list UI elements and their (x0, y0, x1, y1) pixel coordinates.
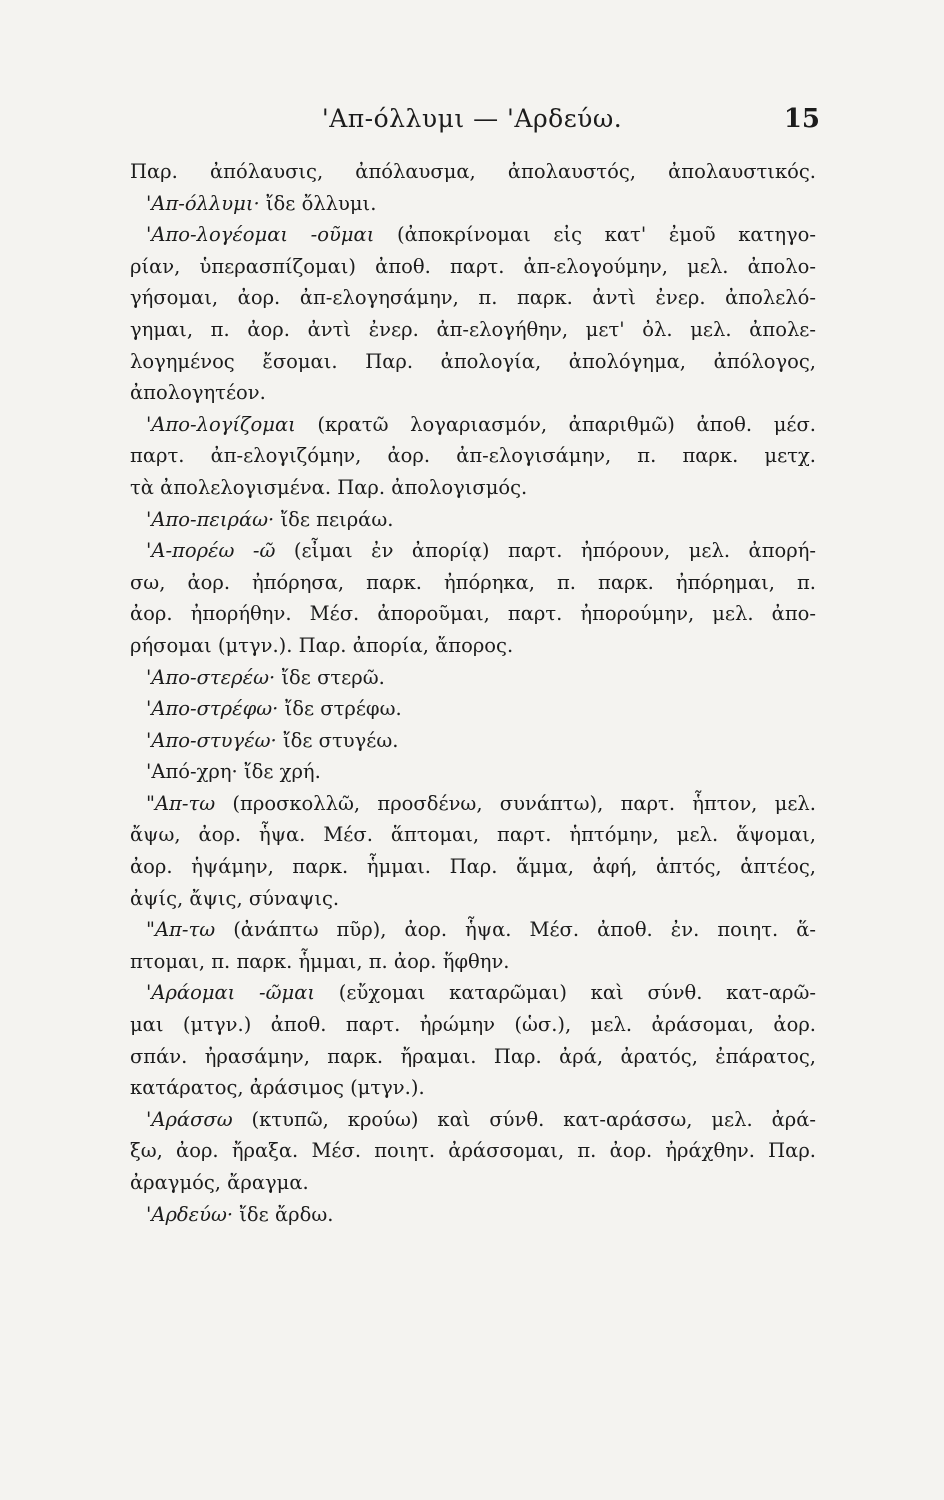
text-line (130, 1072, 816, 1104)
text-line (130, 883, 816, 915)
line-text: σπάν. ἠρασάμην, παρκ. ἤραμαι. Παρ. ἀρά, ἀρατός, ἐπάρατος, (130, 1044, 816, 1068)
text-line (130, 946, 816, 978)
line-text: μαι (μτγν.) ἀποθ. παρτ. ἠρώμην (ὡσ.), μελ. ἀράσομαι, ἀορ. (130, 1013, 816, 1037)
text-line (130, 219, 816, 251)
line-text: γημαι, π. ἀορ. ἀντὶ ἐνερ. ἀπ-ελογήθην, μετ' ὀλ. μελ. ἀπολε- (130, 317, 816, 341)
text-line (130, 346, 816, 378)
line-text: κατάρατος, ἀράσιμος (μτγν.). (130, 1076, 425, 1100)
text-line (130, 1135, 816, 1167)
line-text: (εἶμαι ἐν ἀπορίᾳ) παρτ. ἠπόρουν, μελ. ἀπορή- (275, 539, 816, 563)
line-text: ἀπολογητέον. (130, 381, 266, 405)
line-text: ξω, ἀορ. ἤραξα. Μέσ. ποιητ. ἀράσσομαι, π. ἀορ. ἠράχθην. Παρ. (130, 1139, 816, 1163)
text-line (130, 188, 816, 220)
text-line (130, 725, 816, 757)
line-text: ἴδε στυγέω. (276, 728, 399, 752)
line-text: σω, ἀορ. ἠπόρησα, παρκ. ἠπόρηκα, π. παρκ. ἠπόρημαι, π. (130, 570, 816, 594)
line-text: (εὔχομαι καταρῶμαι) καὶ σύνθ. κατ-αρῶ- (315, 981, 816, 1005)
text-line (130, 504, 816, 536)
line-text: τὰ ἀπολελογισμένα. Παρ. ἀπολογισμός. (130, 475, 528, 499)
entry-headword: "Απ-τω (146, 791, 216, 815)
line-text: ἀορ. ἠπορήθην. Μέσ. ἀποροῦμαι, παρτ. ἠπορούμην, μελ. ἀπο- (130, 602, 816, 626)
line-text: ἄψω, ἀορ. ἧψα. Μέσ. ἅπτομαι, παρτ. ἡπτόμην, μελ. ἅψομαι, (130, 823, 816, 847)
text-line (130, 377, 816, 409)
text-line (130, 251, 816, 283)
line-text: ἀψίς, ἄψις, σύναψις. (130, 886, 340, 910)
text-line (130, 156, 816, 188)
line-text: ρήσομαι (μτγν.). Παρ. ἀπορία, ἄπορος. (130, 633, 514, 657)
text-line (130, 535, 816, 567)
line-text: λογημένος ἔσομαι. Παρ. ἀπολογία, ἀπολόγημα, ἀπόλογος, (130, 349, 816, 373)
text-line (130, 756, 816, 788)
entry-headword: 'Απο-στρέφω· (146, 697, 279, 721)
text-line (130, 1199, 816, 1231)
line-text: (κτυπῶ, κρούω) καὶ σύνθ. κατ-αράσσω, μελ. ἀρά- (232, 1107, 816, 1131)
line-text: (κρατῶ λογαριασμόν, ἀπαριθμῶ) ἀποθ. μέσ. (295, 412, 816, 436)
text-line (130, 977, 816, 1009)
text-line (130, 409, 816, 441)
text-line (130, 567, 816, 599)
text-line (130, 598, 816, 630)
line-text: (προσκολλῶ, προσδένω, συνάπτω), παρτ. ἧπτον, μελ. (215, 791, 816, 815)
entry-headword: 'Απο-λογέομαι -οῦμαι (146, 223, 375, 247)
entry-headword: 'Α-πορέω -ῶ (146, 539, 276, 563)
entry-headword: 'Αράομαι -ῶμαι (146, 981, 316, 1005)
text-line (130, 662, 816, 694)
line-text: ἀορ. ἡψάμην, παρκ. ἧμμαι. Παρ. ἅμμα, ἀφή, ἁπτός, ἁπτέος, (130, 855, 816, 879)
entry-headword: "Απ-τω (146, 918, 216, 942)
entry-headword: 'Απο-στερέω· (146, 665, 276, 689)
text-line (130, 693, 816, 725)
line-text: ἀραγμός, ἄραγμα. (130, 1171, 309, 1194)
line-text: ἴδε ὄλλυμι. (259, 191, 377, 215)
line-text: ἴδε πειράω. (274, 507, 394, 531)
line-text: Παρ. ἀπόλαυσις, ἀπόλαυσμα, ἀπολαυστός, ἀπολαυστικός. (130, 160, 816, 183)
text-line (130, 440, 816, 472)
text-line (130, 472, 816, 504)
page-header (0, 104, 944, 140)
line-text: ρίαν, ὑπερασπίζομαι) ἀποθ. παρτ. ἀπ-ελογούμην, μελ. ἀπολο- (130, 254, 816, 278)
text-line (130, 851, 816, 883)
text-line (130, 819, 816, 851)
entry-headword: 'Απο-πειράω· (146, 507, 275, 531)
entry-headword: 'Αράσσω (146, 1107, 233, 1131)
text-line (130, 788, 816, 820)
text-line (130, 1041, 816, 1073)
line-text: ἴδε στερῶ. (275, 665, 385, 689)
text-line (130, 1104, 816, 1136)
line-text: παρτ. ἀπ-ελογιζόμην, ἀορ. ἀπ-ελογισάμην, π. παρκ. μετχ. (130, 444, 816, 468)
line-text: ἴδε στρέφω. (278, 697, 402, 721)
line-text: (ἀνάπτω πῦρ), ἀορ. ἧψα. Μέσ. ἀποθ. ἐν. ποιητ. ἅ- (215, 918, 816, 942)
text-line (130, 282, 816, 314)
page-number: 15 (783, 104, 820, 134)
text-line (130, 914, 816, 946)
text-line (130, 1009, 816, 1041)
text-line (130, 630, 816, 662)
line-text: 'Από-χρη· ἴδε χρή. (146, 760, 321, 784)
entry-headword: 'Απ-όλλυμι· (146, 191, 260, 215)
line-text: γήσομαι, ἀορ. ἀπ-ελογησάμην, π. παρκ. ἀντὶ ἐνερ. ἀπολελό- (130, 286, 816, 310)
running-title: 'Απ-όλλυμι — 'Αρδεύω. (321, 104, 623, 133)
entry-headword: 'Απο-λογίζομαι (146, 412, 296, 436)
line-text: πτομαι, π. παρκ. ἧμμαι, π. ἀορ. ἥφθην. (130, 949, 510, 973)
dictionary-entries (130, 156, 816, 1230)
entry-headword: 'Αρδεύω· (146, 1202, 234, 1226)
line-text: (ἀποκρίνομαι εἰς κατ' ἐμοῦ κατηγο- (374, 223, 816, 247)
line-text: ἴδε ἄρδω. (233, 1202, 334, 1226)
text-line (130, 1167, 816, 1199)
text-line (130, 314, 816, 346)
entry-headword: 'Απο-στυγέω· (146, 728, 277, 752)
